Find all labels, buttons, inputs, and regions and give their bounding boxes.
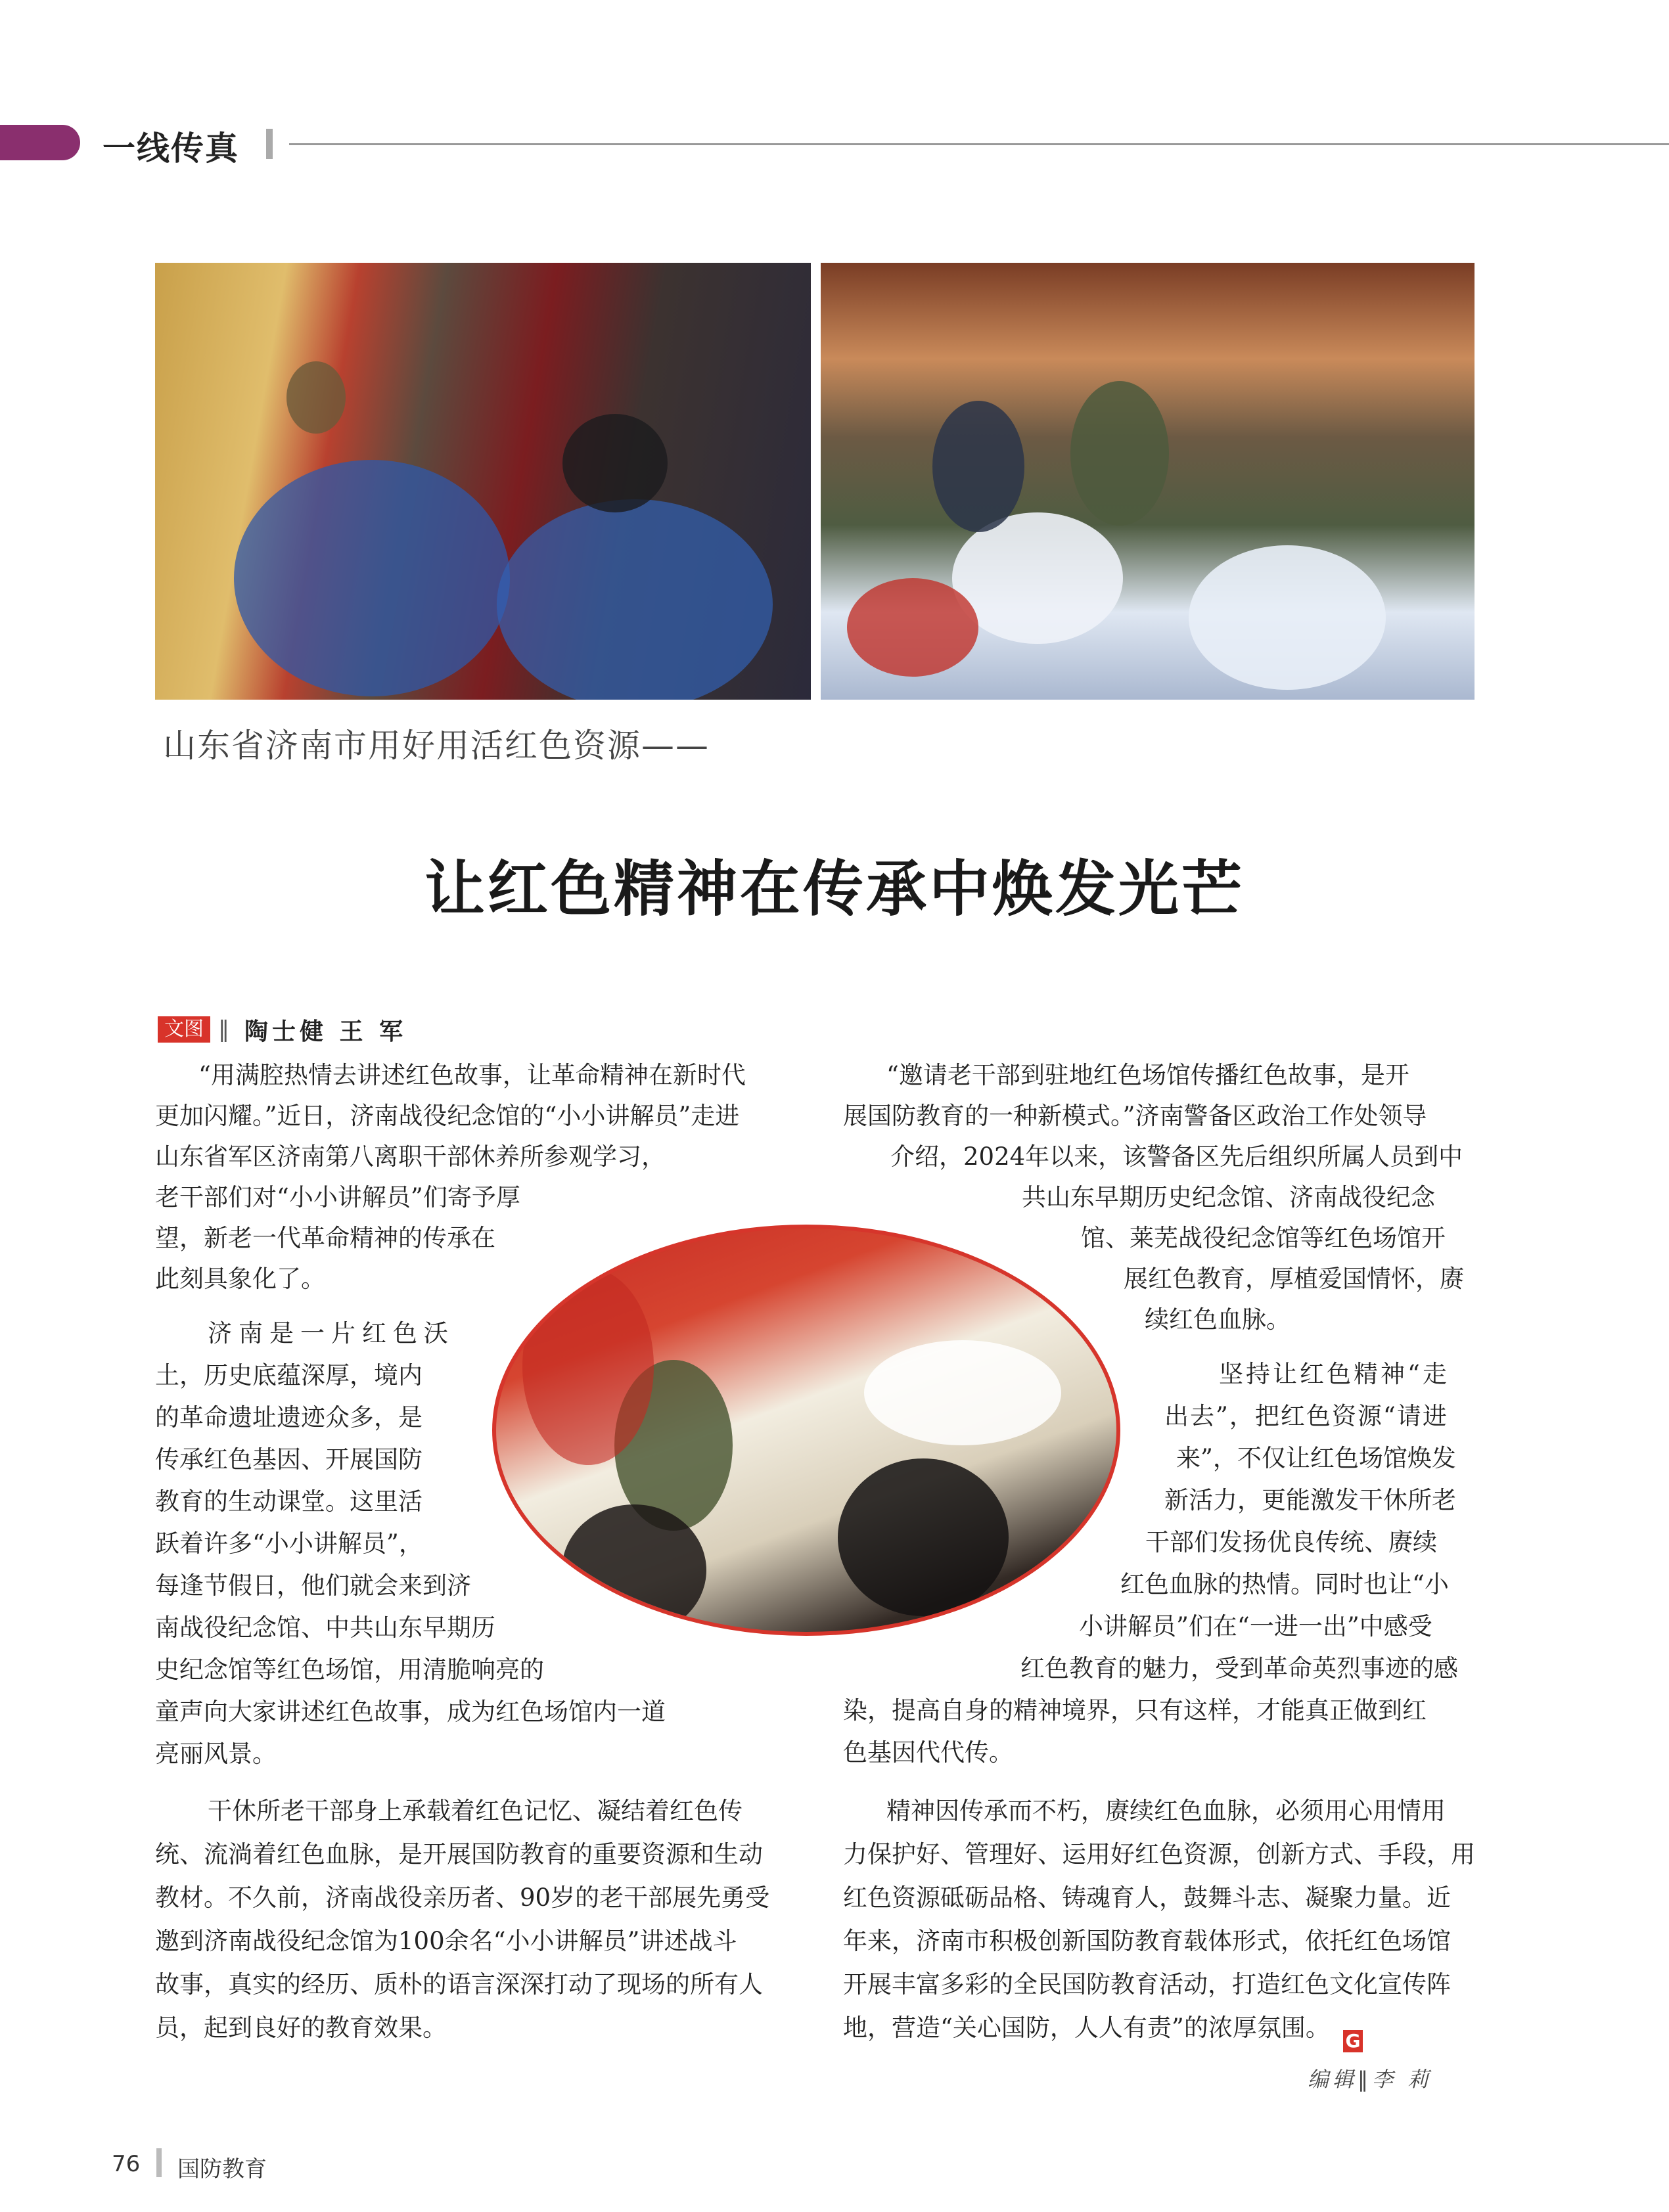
- text-line: 此刻具象化了。: [155, 1265, 325, 1293]
- text-line: 来”，不仅让红色场馆焕发: [1176, 1444, 1456, 1472]
- text-line: 介绍，2024年以来，该警备区先后组织所属人员到中: [890, 1142, 1463, 1171]
- text-line: 每逢节假日，他们就会来到济: [155, 1571, 471, 1600]
- headline: 让红色精神在传承中焕发光芒: [424, 854, 1245, 924]
- text-line: 地，营造“关心国防，人人有责”的浓厚氛围。: [843, 2014, 1330, 2042]
- text-line: 教育的生动课堂。这里活: [155, 1487, 423, 1516]
- section-title: 一线传真: [103, 129, 239, 168]
- text-line: 跃着许多“小小讲解员”，: [155, 1529, 423, 1558]
- text-line: 出去”，把红色资源“请进: [1164, 1402, 1448, 1430]
- text-line: 小讲解员”们在“一进一出”中感受: [1079, 1612, 1432, 1640]
- end-mark-icon: G: [1343, 2030, 1363, 2052]
- text-line: 南战役纪念馆、中共山东早期历: [155, 1614, 495, 1642]
- text-line: 邀到济南战役纪念馆为100余名“小小讲解员”讲述战斗: [155, 1927, 737, 1955]
- text-line: 续红色血脉。: [1145, 1305, 1291, 1334]
- text-line: 坚持让红色精神“走: [1219, 1360, 1450, 1388]
- byline-separator: ‖: [218, 1016, 229, 1043]
- page-number: 76: [112, 2151, 141, 2177]
- section-divider: [266, 129, 273, 159]
- text-line: 色基因代代传。: [843, 1738, 1013, 1767]
- byline-tag: 文图: [158, 1016, 210, 1043]
- text-line: 染，提高自身的精神境界，只有这样，才能真正做到红: [843, 1696, 1427, 1725]
- text-line: 展国防教育的一种新模式。”济南警备区政治工作处领导: [843, 1102, 1427, 1130]
- editor-credit: 编辑‖李 莉: [1308, 2067, 1433, 2092]
- section-tab: [0, 125, 80, 160]
- museum-photo: [155, 263, 811, 700]
- text-line: “邀请老干部到驻地红色场馆传播红色故事，是开: [886, 1061, 1409, 1089]
- text-line: “用满腔热情去讲述红色故事，让革命精神在新时代: [198, 1061, 746, 1089]
- text-line: 力保护好、管理好、运用好红色资源，创新方式、手段，用: [843, 1840, 1475, 1868]
- text-line: 干休所老干部身上承载着红色记忆、凝结着红色传: [208, 1797, 743, 1825]
- text-line: 传承红色基因、开展国防: [155, 1445, 423, 1474]
- text-line: 新活力，更能激发干休所老: [1164, 1486, 1456, 1514]
- header-rule: [289, 143, 1669, 145]
- text-line: 的革命遗址遗迹众多，是: [155, 1403, 423, 1432]
- text-line: 展红色教育，厚植爱国情怀，赓: [1124, 1265, 1464, 1293]
- text-line: 馆、莱芜战役纪念馆等红色场馆开: [1081, 1224, 1446, 1252]
- text-line: 统、流淌着红色血脉，是开展国防教育的重要资源和生动: [155, 1840, 763, 1868]
- byline-authors: 陶士健 王 军: [244, 1018, 407, 1045]
- text-line: 更加闪耀。”近日，济南战役纪念馆的“小小讲解员”走进: [155, 1102, 740, 1130]
- text-line: 共山东早期历史纪念馆、济南战役纪念: [1022, 1183, 1435, 1211]
- text-line: 山东省军区济南第八离职干部休养所参观学习，: [155, 1142, 666, 1171]
- text-line: 开展丰富多彩的全民国防教育活动，打造红色文化宣传阵: [843, 1970, 1451, 1998]
- text-line: 教材。不久前，济南战役亲历者、90岁的老干部展先勇受: [155, 1884, 770, 1912]
- text-line: 红色血脉的热情。同时也让“小: [1120, 1570, 1449, 1598]
- kicker: 山东省济南市用好用活红色资源——: [163, 727, 710, 765]
- text-line: 故事，真实的经历、质朴的语言深深打动了现场的所有人: [155, 1970, 763, 1998]
- text-line: 精神因传承而不朽，赓续红色血脉，必须用心用情用: [886, 1797, 1446, 1825]
- text-line: 亮丽风景。: [155, 1740, 277, 1768]
- veterans-photo: [821, 263, 1475, 700]
- text-line: 童声向大家讲述红色故事，成为红色场馆内一道: [155, 1698, 666, 1726]
- publication-name: 国防教育: [177, 2156, 267, 2182]
- text-line: 望，新老一代革命精神的传承在: [155, 1224, 495, 1252]
- text-line: 年来，济南市积极创新国防教育载体形式，依托红色场馆: [843, 1927, 1451, 1955]
- text-line: 红色资源砥砺品格、铸魂育人，鼓舞斗志、凝聚力量。近: [843, 1884, 1451, 1912]
- text-line: 红色教育的魅力，受到革命英烈事迹的感: [1020, 1654, 1458, 1682]
- text-line: 土，历史底蕴深厚，境内: [155, 1361, 423, 1389]
- text-line: 济南是一片红色沃: [208, 1319, 455, 1347]
- text-line: 史纪念馆等红色场馆，用清脆响亮的: [155, 1656, 544, 1684]
- guide-photo: [492, 1225, 1120, 1636]
- text-line: 干部们发扬优良传统、赓续: [1145, 1528, 1437, 1556]
- text-line: 老干部们对“小小讲解员”们寄予厚: [155, 1183, 520, 1211]
- text-line: 员，起到良好的教育效果。: [155, 2014, 447, 2042]
- footer-divider: [156, 2148, 162, 2177]
